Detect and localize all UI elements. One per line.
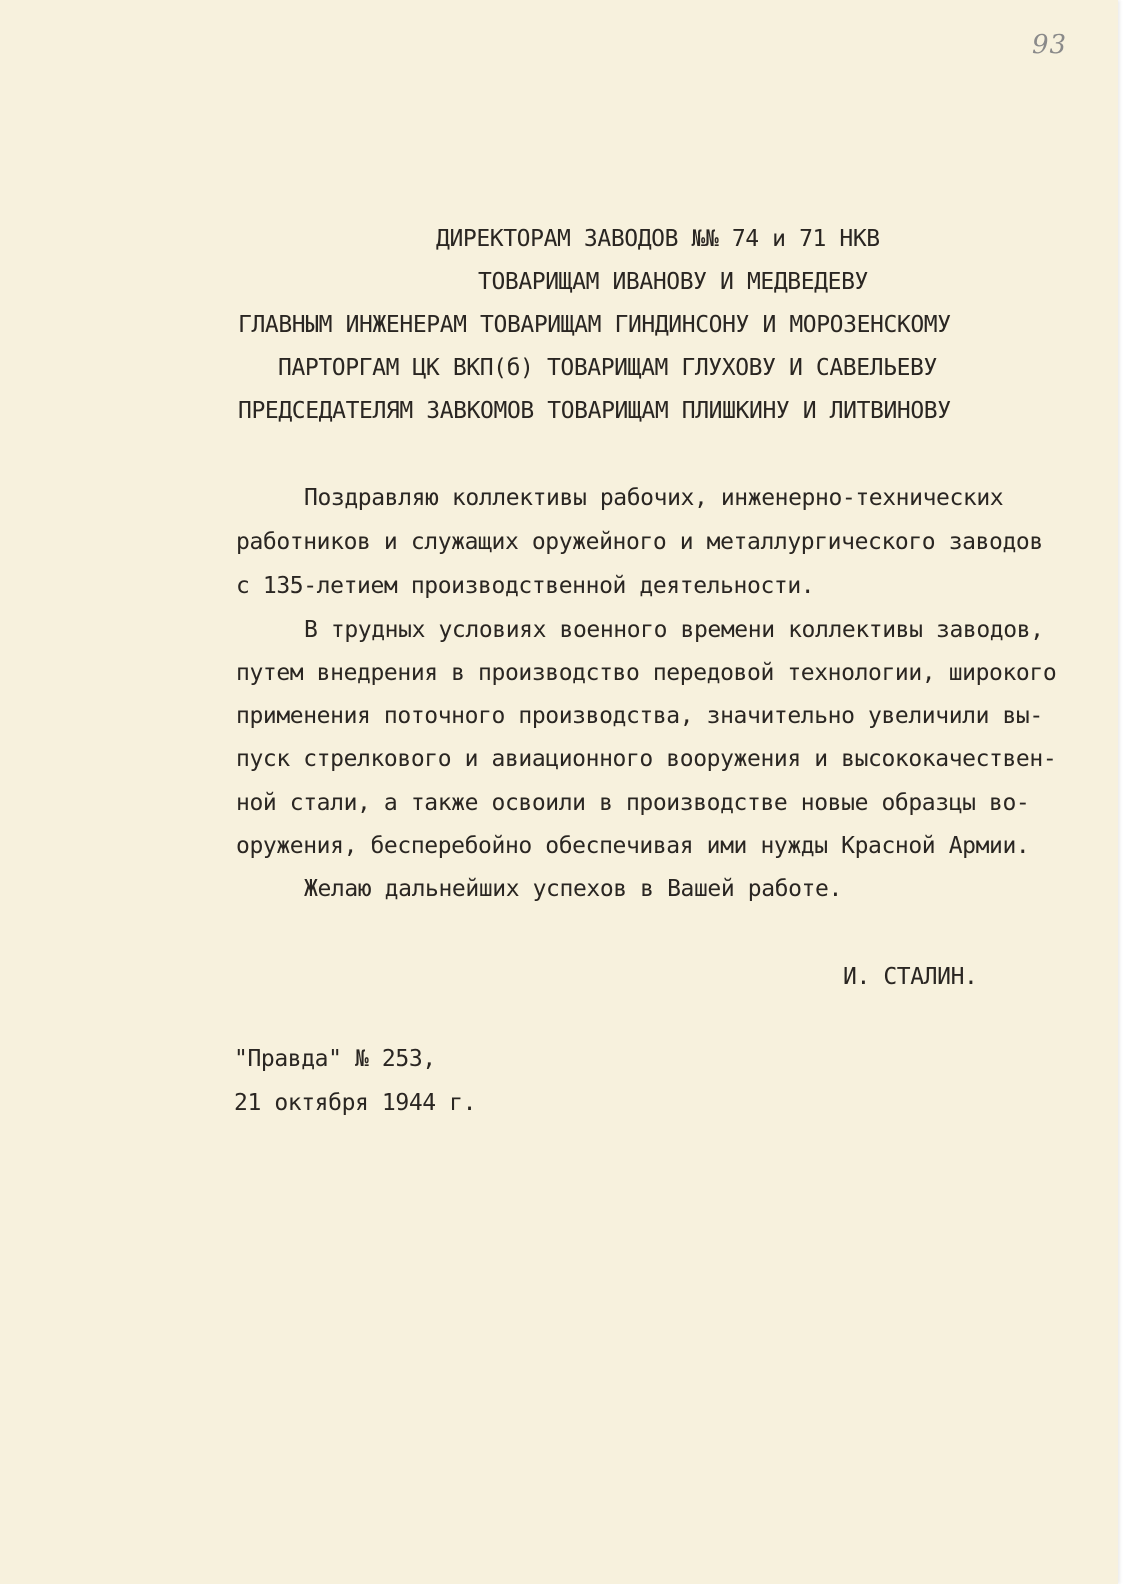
body-line: оружения, бесперебойно обеспечивая ими нужды Красной Армии. <box>236 833 1030 859</box>
body-line: путем внедрения в производство передовой технологии, широкого <box>236 660 1057 686</box>
addressee-line: ТОВАРИЩАМ ИВАНОВУ И МЕДВЕДЕВУ <box>478 269 868 295</box>
body-line: пуск стрелкового и авиационного вооружения и высококачествен- <box>236 746 1057 772</box>
archive-page-number: 93 <box>1032 30 1068 60</box>
addressee-line: ГЛАВНЫМ ИНЖЕНЕРАМ ТОВАРИЩАМ ГИНДИНСОНУ И МОРОЗЕНСКОМУ <box>238 312 951 338</box>
source-date: 21 октября 1944 г. <box>234 1090 477 1116</box>
body-line: с 135-летием производственной деятельности. <box>236 573 815 599</box>
body-line: применения поточного производства, значительно увеличили вы- <box>236 703 1043 729</box>
source-publication: "Правда" № 253, <box>234 1046 436 1072</box>
body-line: ной стали, а также освоили в производстве новые образцы во- <box>236 790 1030 816</box>
addressee-line: ДИРЕКТОРАМ ЗАВОДОВ №№ 74 и 71 НКВ <box>436 226 880 252</box>
addressee-line: ПРЕДСЕДАТЕЛЯМ ЗАВКОМОВ ТОВАРИЩАМ ПЛИШКИНУ И ЛИТВИНОВУ <box>238 398 951 424</box>
body-line: работников и служащих оружейного и металлургического заводов <box>236 529 1043 555</box>
body-line: Желаю дальнейших успехов в Вашей работе. <box>304 876 842 902</box>
body-line: В трудных условиях военного времени коллективы заводов, <box>304 617 1044 643</box>
signature: И. СТАЛИН. <box>843 964 978 990</box>
addressee-line: ПАРТОРГАМ ЦК ВКП(б) ТОВАРИЩАМ ГЛУХОВУ И САВЕЛЬЕВУ <box>278 355 937 381</box>
body-line: Поздравляю коллективы рабочих, инженерно-технических <box>304 485 1004 511</box>
